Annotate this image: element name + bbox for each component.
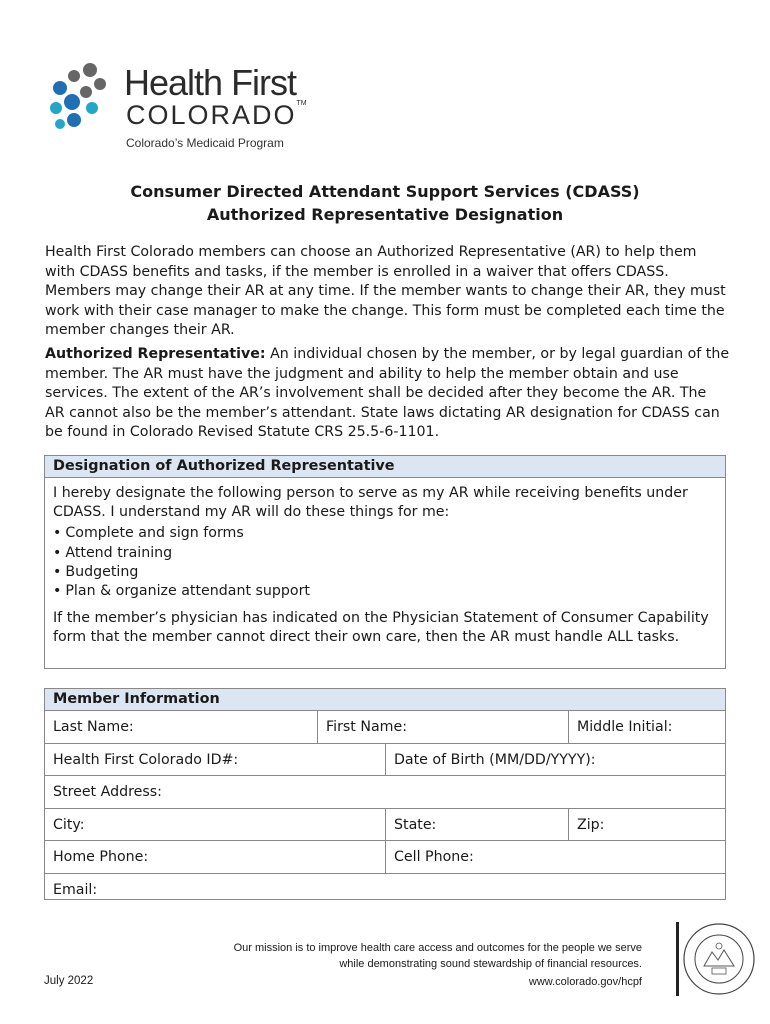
name-row [45,711,725,744]
designation-intro: I hereby designate the following person to serve as my AR while receiving benefits under CDASS. I understand my AR will do these things for me: [53,485,688,521]
member-information-header: Member Information [45,689,725,711]
definition-text: An individual chosen by the member, or by legal guardian of the member. The AR must have the judgment and ability to help the member obtain and use services. The extent of the AR’s involvement shall be decided after they become the AR. The AR cannot also be the member’s attendant. State laws dictating AR designation for CDASS can be found in Colorado Revised Statute CRS 25.5-6-1101. [45,346,730,441]
dob-field[interactable] [385,744,725,776]
email-field[interactable] [45,874,725,906]
footer-divider [676,922,679,996]
list-item: • Complete and sign forms [53,524,717,543]
hfc-id-label: Health First Colorado ID#: [53,751,239,768]
mission-statement [234,940,642,972]
state-field[interactable] [385,809,568,841]
email-row [45,874,725,906]
logo-colorado: COLORADO™ [126,100,307,130]
designation-header: Designation of Authorized Representative [45,456,725,478]
home-phone-label: Home Phone: [53,849,149,865]
member-information-section [44,688,726,900]
form-date: July 2022 [44,975,94,987]
street-address-label: Street Address: [53,784,162,800]
health-first-colorado-logo [48,58,318,158]
designation-note: If the member’s physician has indicated on the Physician Statement of Consumer Capability form that the member cannot direct their own care, then the AR must handle ALL tasks. [53,610,709,646]
designation-section [44,455,726,669]
last-name-label: Last Name: [53,719,134,735]
first-name-field[interactable] [317,711,568,743]
dob-label: Date of Birth (MM/DD/YYYY): [394,751,596,768]
mission-line-1: Our mission is to improve health care access and outcomes for the people we serve [233,942,642,954]
home-phone-field[interactable] [45,841,385,873]
zip-label: Zip: [577,816,605,833]
state-label: State: [394,816,437,833]
phone-row [45,841,725,874]
email-label: Email: [53,881,98,898]
zip-field[interactable] [568,809,725,841]
definition-paragraph [45,345,730,443]
cell-phone-field[interactable] [385,841,725,873]
list-item: • Attend training [53,544,717,563]
website-link[interactable]: www.colorado.gov/hcpf [528,976,642,988]
id-row [45,744,725,777]
middle-initial-field[interactable] [568,711,725,743]
logo-tagline: Colorado’s Medicaid Program [126,136,284,150]
list-item: • Budgeting [53,563,717,582]
state-seal-icon [682,922,756,996]
cell-phone-label: Cell Phone: [394,849,474,865]
hfc-id-field[interactable] [45,744,385,776]
city-row [45,809,725,842]
first-name-label: First Name: [326,719,408,735]
logo-health-first: Health First [124,62,297,103]
definition-term: Authorized Representative: [45,346,266,362]
logo-dots-icon [48,62,122,132]
mission-line-2: while demonstrating sound stewardship of financial resources. [339,958,642,970]
city-field[interactable] [45,809,385,841]
city-label: City: [53,816,85,833]
street-address-field[interactable] [45,776,725,808]
intro-paragraph: Health First Colorado members can choose an Authorized Representative (AR) to help them with CDASS benefits and tasks, if the member is enrolled in a waiver that offers CDASS. Members may change their AR at any time. If the member wants to change their AR, they must work with their case manager to make the change. This form must be completed each time the member changes their AR. [45,244,726,339]
last-name-field[interactable] [45,711,317,743]
list-item: • Plan & organize attendant support [53,582,717,601]
page-title: Consumer Directed Attendant Support Services (CDASS) [130,182,640,201]
task-list [53,524,717,601]
street-row [45,776,725,809]
middle-initial-label: Middle Initial: [577,719,673,735]
page-subtitle: Authorized Representative Designation [206,205,564,224]
